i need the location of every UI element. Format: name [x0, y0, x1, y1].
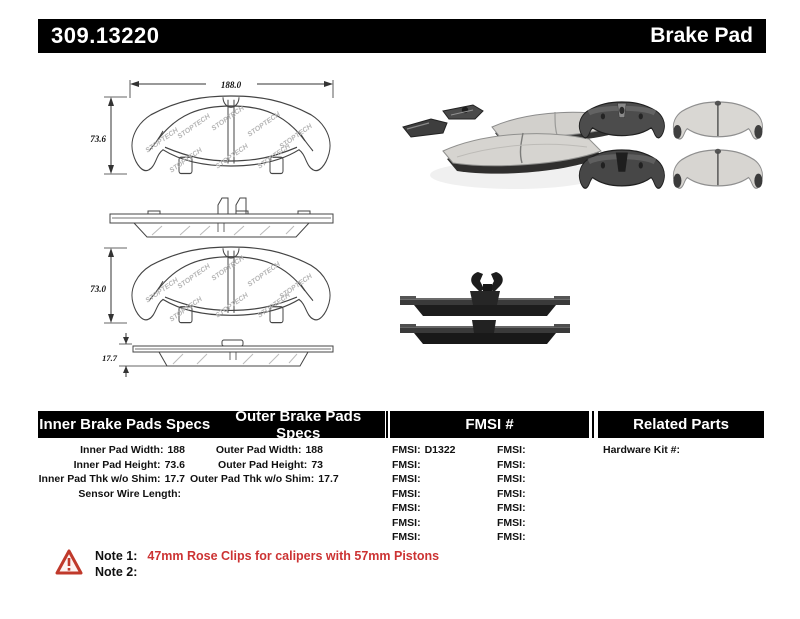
spec-row: Inner Pad Height: 73.6 — [73, 458, 185, 471]
spec-row: Outer Pad Width: 188 — [215, 444, 323, 456]
stoptech-watermark: STOPTECH — [246, 111, 282, 139]
related-parts-column — [603, 443, 684, 458]
stoptech-watermark: STOPTECH — [176, 263, 212, 291]
related-parts-title: Related Parts — [633, 416, 729, 433]
outer-pad-face-drawing — [90, 247, 330, 324]
stoptech-watermark: STOPTECH — [278, 273, 314, 301]
fmsi-row: FMSI: — [497, 487, 526, 500]
header-divider — [386, 411, 388, 438]
page-header-bar — [38, 19, 766, 53]
note-1-text: 47mm Rose Clips for calipers with 57mm Pistons — [147, 549, 440, 563]
inner-specs-title: Inner Brake Pads Specs — [39, 416, 211, 433]
related-parts-header — [598, 411, 764, 438]
fmsi-row: FMSI: — [392, 473, 421, 485]
fmsi-row: FMSI: — [392, 531, 421, 543]
fmsi-row: FMSI: — [392, 487, 421, 500]
note-2 — [95, 564, 439, 580]
inner-pad-face-drawing — [90, 80, 333, 175]
fmsi-row: FMSI: — [497, 502, 526, 514]
header-divider — [592, 411, 594, 438]
spec-row: Sensor Wire Length: — [78, 487, 181, 500]
stoptech-watermark: STOPTECH — [256, 143, 292, 171]
fmsi-row: FMSI: — [497, 516, 526, 529]
stoptech-watermark: STOPTECH — [278, 123, 314, 151]
stoptech-watermark: STOPTECH — [168, 147, 204, 175]
spec-row: Inner Pad Thk w/o Shim: 17.7 — [38, 473, 185, 485]
product-type: Brake Pad — [650, 24, 753, 47]
drawings-and-photos-panel — [0, 60, 800, 410]
stoptech-watermark: STOPTECH — [210, 105, 246, 133]
pad-side-view-drawing — [110, 198, 333, 237]
fmsi-row: FMSI: D1322 — [392, 444, 456, 456]
stoptech-watermark: STOPTECH — [144, 277, 180, 305]
pads-photo-edge — [400, 272, 570, 344]
fmsi-row: FMSI: — [392, 502, 421, 514]
fmsi-row: FMSI: — [497, 473, 526, 485]
fmsi-row: FMSI: — [497, 444, 526, 456]
pad-thickness-side-view-drawing — [102, 333, 333, 377]
spec-row: Outer Pad Thk w/o Shim: 17.7 — [190, 473, 339, 485]
fmsi-left-column — [392, 443, 456, 545]
outer-specs-title: Outer Brake Pads Specs — [235, 407, 362, 442]
stoptech-watermark: STOPTECH — [246, 261, 282, 289]
dimension-label-width-inner: 188.0 — [220, 80, 242, 90]
stoptech-watermark: STOPTECH — [214, 143, 250, 171]
dimension-label-height-inner: 73.6 — [90, 134, 106, 144]
fmsi-header — [390, 411, 589, 438]
note-2-label: Note 2: — [95, 565, 138, 579]
fmsi-title: FMSI # — [465, 416, 514, 433]
dimension-label-thickness: 17.7 — [102, 353, 117, 363]
stoptech-watermark: STOPTECH — [214, 292, 250, 320]
dimension-label-height-outer: 73.0 — [90, 284, 106, 294]
warning-icon — [55, 549, 83, 576]
note-1-label: Note 1: — [95, 549, 138, 563]
stoptech-watermark: STOPTECH — [210, 255, 246, 283]
pads-specs-header — [38, 407, 385, 442]
fmsi-right-column — [497, 443, 530, 545]
stoptech-watermark: STOPTECH — [168, 296, 204, 324]
fmsi-row: FMSI: — [392, 458, 421, 471]
stoptech-watermark: STOPTECH — [256, 292, 292, 320]
related-row: Hardware Kit #: — [603, 444, 681, 456]
fmsi-row: FMSI: — [497, 458, 526, 471]
inner-specs-column — [20, 443, 185, 501]
note-1 — [95, 548, 439, 564]
notes-section — [95, 548, 439, 580]
outer-specs-column — [190, 443, 339, 487]
spec-row: Inner Pad Width: 188 — [80, 444, 185, 456]
stoptech-watermark: STOPTECH — [144, 127, 180, 155]
fmsi-row: FMSI: — [392, 516, 421, 529]
spec-row: Outer Pad Height: 73 — [218, 458, 323, 471]
pads-photo-face — [579, 101, 762, 188]
part-number: 309.13220 — [51, 23, 160, 48]
fmsi-row: FMSI: — [497, 531, 526, 543]
stoptech-watermark: STOPTECH — [176, 113, 212, 141]
